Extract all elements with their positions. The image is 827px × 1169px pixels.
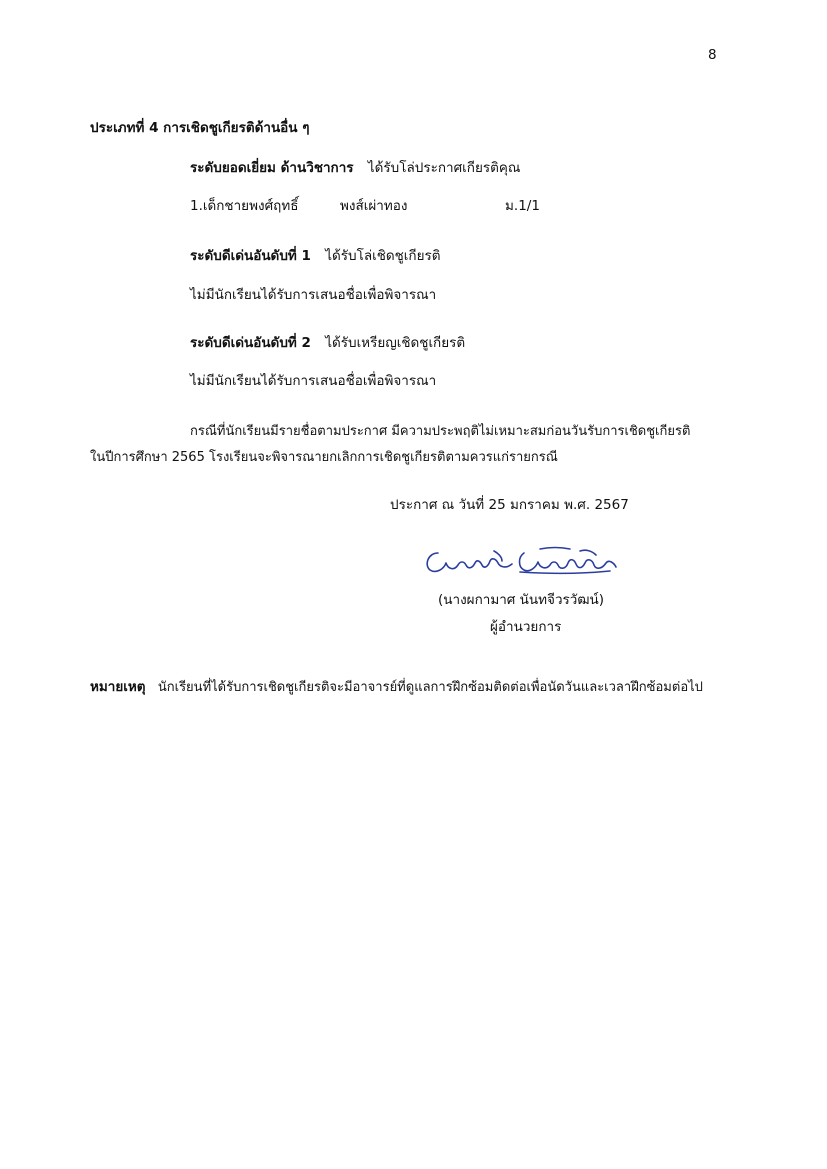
condition-line-1: กรณีที่นักเรียนมีรายชื่อตามประกาศ มีความประพฤติไม่เหมาะสมก่อนวันรับการเชิดชูเกียรติ bbox=[190, 424, 691, 439]
condition-line-2: ในปีการศึกษา 2565 โรงเรียนจะพิจารณายกเลิกการเชิดชูเกียรติตามควรแก่รายกรณี bbox=[90, 450, 558, 465]
remark-line bbox=[90, 681, 703, 695]
outstanding-2-note: ไม่มีนักเรียนได้รับการเสนอชื่อเพื่อพิจารณา bbox=[190, 373, 437, 389]
outstanding-2-label: ระดับดีเด่นอันดับที่ 2 bbox=[190, 335, 311, 351]
outstanding-2-award: ได้รับเหรียญเชิดชูเกียรติ bbox=[325, 335, 466, 351]
outstanding-1-line bbox=[190, 250, 441, 264]
section-heading: ประเภทที่ 4 การเชิดชูเกียรติด้านอื่น ๆ bbox=[90, 120, 310, 136]
signer-position: ผู้อำนวยการ bbox=[490, 619, 562, 635]
excellent-level-line bbox=[190, 162, 520, 176]
outstanding-1-note: ไม่มีนักเรียนได้รับการเสนอชื่อเพื่อพิจารณา bbox=[190, 287, 437, 303]
remark-text: นักเรียนที่ได้รับการเชิดชูเกียรติจะมีอาจารย์ที่ดูแลการฝึกซ้อมติดต่อเพื่อนัดวันและเวลาฝึกซ้อมต่อไป bbox=[157, 680, 703, 695]
signer-name: (นางผกามาศ นันทจีวรวัฒน์) bbox=[438, 592, 605, 608]
excellent-level-label: ระดับยอดเยี่ยม ด้านวิชาการ bbox=[190, 160, 354, 176]
page-number: 8 bbox=[708, 47, 717, 63]
outstanding-1-award: ได้รับโล่เชิดชูเกียรติ bbox=[325, 248, 441, 264]
student-class: ม.1/1 bbox=[505, 198, 540, 214]
outstanding-2-line bbox=[190, 337, 465, 351]
remark-label: หมายเหตุ bbox=[90, 679, 146, 695]
student-no-name: 1.เด็กชายพงศ์ฤทธิ์ bbox=[190, 198, 299, 214]
student-surname: พงส์เผ่าทอง bbox=[340, 198, 408, 214]
excellent-award: ได้รับโล่ประกาศเกียรติคุณ bbox=[367, 160, 521, 176]
outstanding-1-label: ระดับดีเด่นอันดับที่ 1 bbox=[190, 248, 311, 264]
announce-date: ประกาศ ณ วันที่ 25 มกราคม พ.ศ. 2567 bbox=[390, 497, 629, 513]
signature-image bbox=[420, 543, 620, 579]
